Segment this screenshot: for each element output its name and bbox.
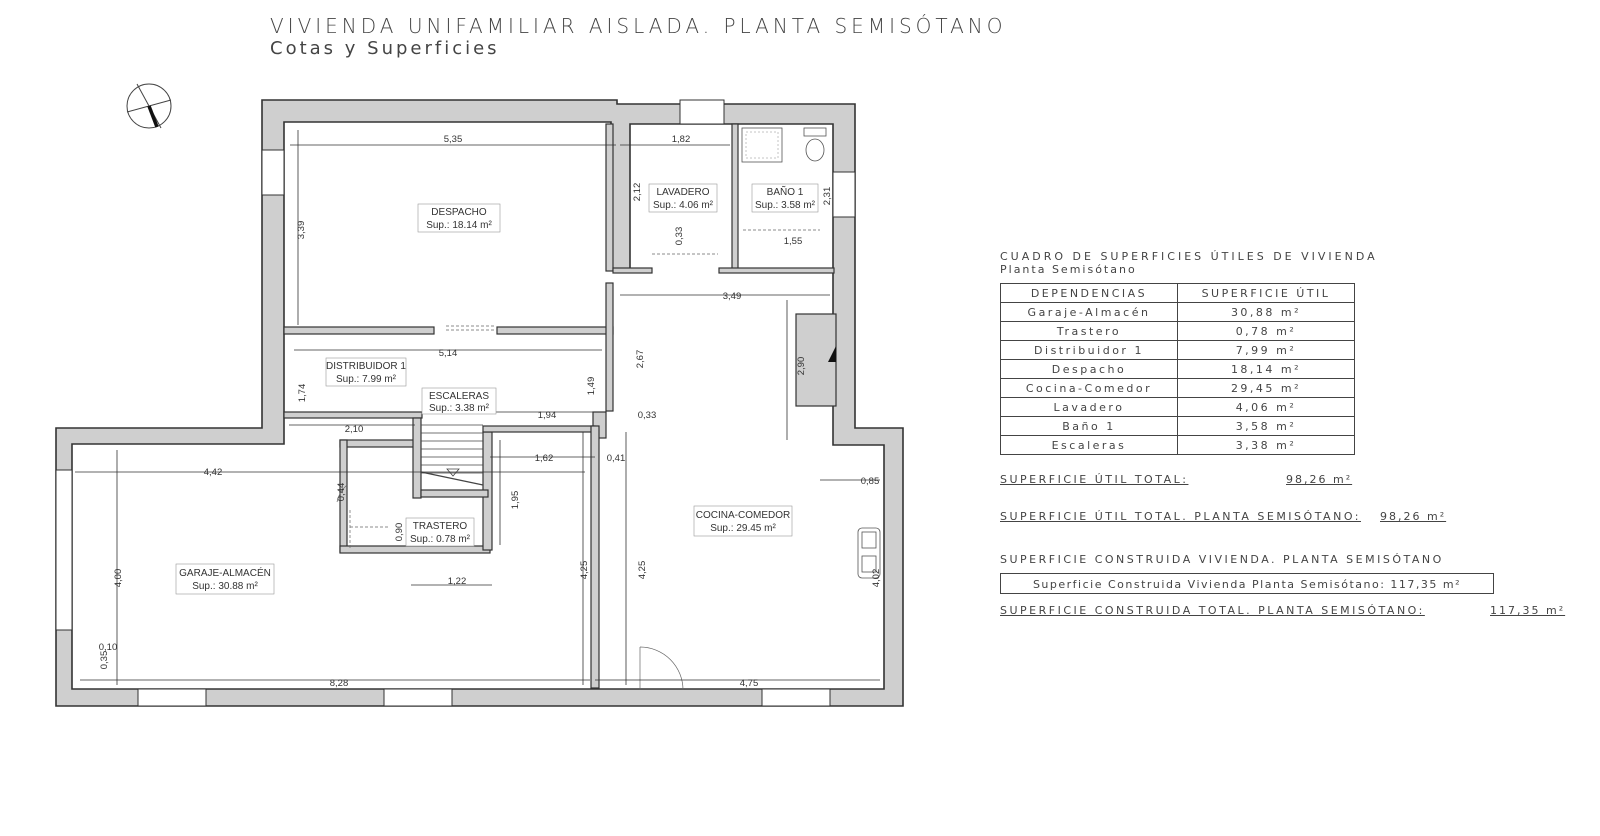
dim-label: 1,22 xyxy=(447,576,467,587)
area-cell: 4,06 m² xyxy=(1178,398,1355,417)
area-cell: 0,78 m² xyxy=(1178,322,1355,341)
dim-label: 1,95 xyxy=(510,490,521,510)
construida-total-label: SUPERFICIE CONSTRUIDA TOTAL. PLANTA SEMISÓTANO: xyxy=(1000,604,1425,617)
room-area: Sup.: 7.99 m² xyxy=(335,374,397,385)
dim-label: 1,82 xyxy=(671,134,691,145)
room-label-lavadero xyxy=(649,184,717,212)
dim-label: 4,42 xyxy=(203,467,223,478)
dim-label: 0,33 xyxy=(674,226,685,246)
col-header: DEPENDENCIAS xyxy=(1001,284,1178,303)
room-area: Sup.: 3.58 m² xyxy=(754,200,816,211)
dim-label: 0,90 xyxy=(394,522,405,542)
doors xyxy=(337,230,820,690)
util-total-value: 98,26 m² xyxy=(1286,473,1353,486)
construida-total-value: 117,35 m² xyxy=(1490,604,1566,617)
room-area: Sup.: 0.78 m² xyxy=(409,534,471,545)
room-label-distribuidor xyxy=(326,358,406,386)
dim-label: 2,67 xyxy=(635,349,646,369)
area-cell: 3,58 m² xyxy=(1178,417,1355,436)
room-name: GARAJE-ALMACÉN xyxy=(179,568,271,579)
area-cell: 29,45 m² xyxy=(1178,379,1355,398)
room-label-despacho xyxy=(418,204,500,232)
room-name: TRASTERO xyxy=(412,521,468,532)
drawing-subtitle: Cotas y Superficies xyxy=(270,38,500,59)
table-row xyxy=(1001,360,1355,379)
room-name: COCINA-COMEDOR xyxy=(695,510,791,521)
dim-label: 1,62 xyxy=(534,453,554,464)
area-cell: 7,99 m² xyxy=(1178,341,1355,360)
dim-label: 0,10 xyxy=(98,642,118,653)
room-cell: Lavadero xyxy=(1001,398,1178,417)
table-row xyxy=(1001,379,1355,398)
dim-label: 0,33 xyxy=(637,410,657,421)
dim-label: 8,28 xyxy=(329,678,349,689)
dim-label: 1,55 xyxy=(783,236,803,247)
shower-icon xyxy=(742,128,782,162)
dim-label: 4,75 xyxy=(739,678,759,689)
dim-label: 0,85 xyxy=(860,476,880,487)
room-area: Sup.: 29.45 m² xyxy=(710,523,776,534)
room-name: ESCALERAS xyxy=(428,391,490,402)
room-cell: Cocina-Comedor xyxy=(1001,379,1178,398)
construida-heading: SUPERFICIE CONSTRUIDA VIVIENDA. PLANTA SEMISÓTANO xyxy=(1000,553,1444,566)
room-name: DISTRIBUIDOR 1 xyxy=(325,361,407,372)
room-cell: Garaje-Almacén xyxy=(1001,303,1178,322)
dim-label: 3,49 xyxy=(722,291,742,302)
room-cell: Distribuidor 1 xyxy=(1001,341,1178,360)
room-name: LAVADERO xyxy=(656,187,710,198)
stair-arrow-icon xyxy=(447,469,459,476)
room-cell: Trastero xyxy=(1001,322,1178,341)
room-area: Sup.: 30.88 m² xyxy=(192,581,258,592)
room-area: Sup.: 18.14 m² xyxy=(426,220,492,231)
room-label-garaje xyxy=(176,564,274,594)
dim-label: 5,14 xyxy=(438,348,458,359)
util-total-label: SUPERFICIE ÚTIL TOTAL: xyxy=(1000,473,1189,486)
dim-label: 2,90 xyxy=(796,356,807,376)
room-label-trastero xyxy=(406,518,474,546)
area-cell: 18,14 m² xyxy=(1178,360,1355,379)
util-planta-value: 98,26 m² xyxy=(1380,510,1447,523)
room-label-bano1 xyxy=(752,184,818,212)
area-cell: 30,88 m² xyxy=(1178,303,1355,322)
table-row xyxy=(1001,398,1355,417)
table-header-row xyxy=(1001,284,1355,303)
dim-label: 0,41 xyxy=(606,453,626,464)
dim-label: 4,00 xyxy=(113,568,124,588)
dim-label: 0,44 xyxy=(336,482,347,502)
dim-label: 4,25 xyxy=(637,560,648,580)
room-cell: Escaleras xyxy=(1001,436,1178,455)
dim-label: 4,25 xyxy=(579,560,590,580)
room-cell: Despacho xyxy=(1001,360,1178,379)
table-title: CUADRO DE SUPERFICIES ÚTILES DE VIVIENDA xyxy=(1000,250,1378,263)
table-row xyxy=(1001,436,1355,455)
dim-label: 1,49 xyxy=(586,376,597,396)
room-area: Sup.: 4.06 m² xyxy=(652,200,714,211)
room-name: DESPACHO xyxy=(431,207,487,218)
room-area: Sup.: 3.38 m² xyxy=(428,403,490,414)
dim-label: 5,35 xyxy=(443,134,463,145)
dim-label: 2,10 xyxy=(344,424,364,435)
table-row xyxy=(1001,322,1355,341)
dim-label: 0,35 xyxy=(99,650,110,670)
room-label-cocina xyxy=(694,506,792,536)
col-header: SUPERFICIE ÚTIL xyxy=(1178,284,1355,303)
north-arrow-icon xyxy=(127,84,171,128)
drawing-title: VIVIENDA UNIFAMILIAR AISLADA. PLANTA SEMISÓTANO xyxy=(270,14,1007,38)
toilet-icon xyxy=(804,128,826,161)
dim-label: 2,12 xyxy=(632,182,643,202)
table-row xyxy=(1001,341,1355,360)
construida-box: Superficie Construida Vivienda Planta Semisótano: 117,35 m² xyxy=(1000,573,1494,594)
area-cell: 3,38 m² xyxy=(1178,436,1355,455)
room-name: BAÑO 1 xyxy=(766,187,804,198)
util-planta-label: SUPERFICIE ÚTIL TOTAL. PLANTA SEMISÓTANO: xyxy=(1000,510,1361,523)
table-subtitle: Planta Semisótano xyxy=(1000,263,1137,276)
areas-table xyxy=(1000,283,1355,455)
dim-label: 3,39 xyxy=(296,220,307,240)
room-cell: Baño 1 xyxy=(1001,417,1178,436)
dim-label: 2,31 xyxy=(822,186,833,206)
stairs xyxy=(421,425,483,485)
dim-label: 1,94 xyxy=(537,410,557,421)
table-row xyxy=(1001,417,1355,436)
dim-label: 4,02 xyxy=(871,568,882,588)
dim-label: 1,74 xyxy=(297,383,308,403)
table-row xyxy=(1001,303,1355,322)
room-label-escaleras xyxy=(422,388,496,414)
